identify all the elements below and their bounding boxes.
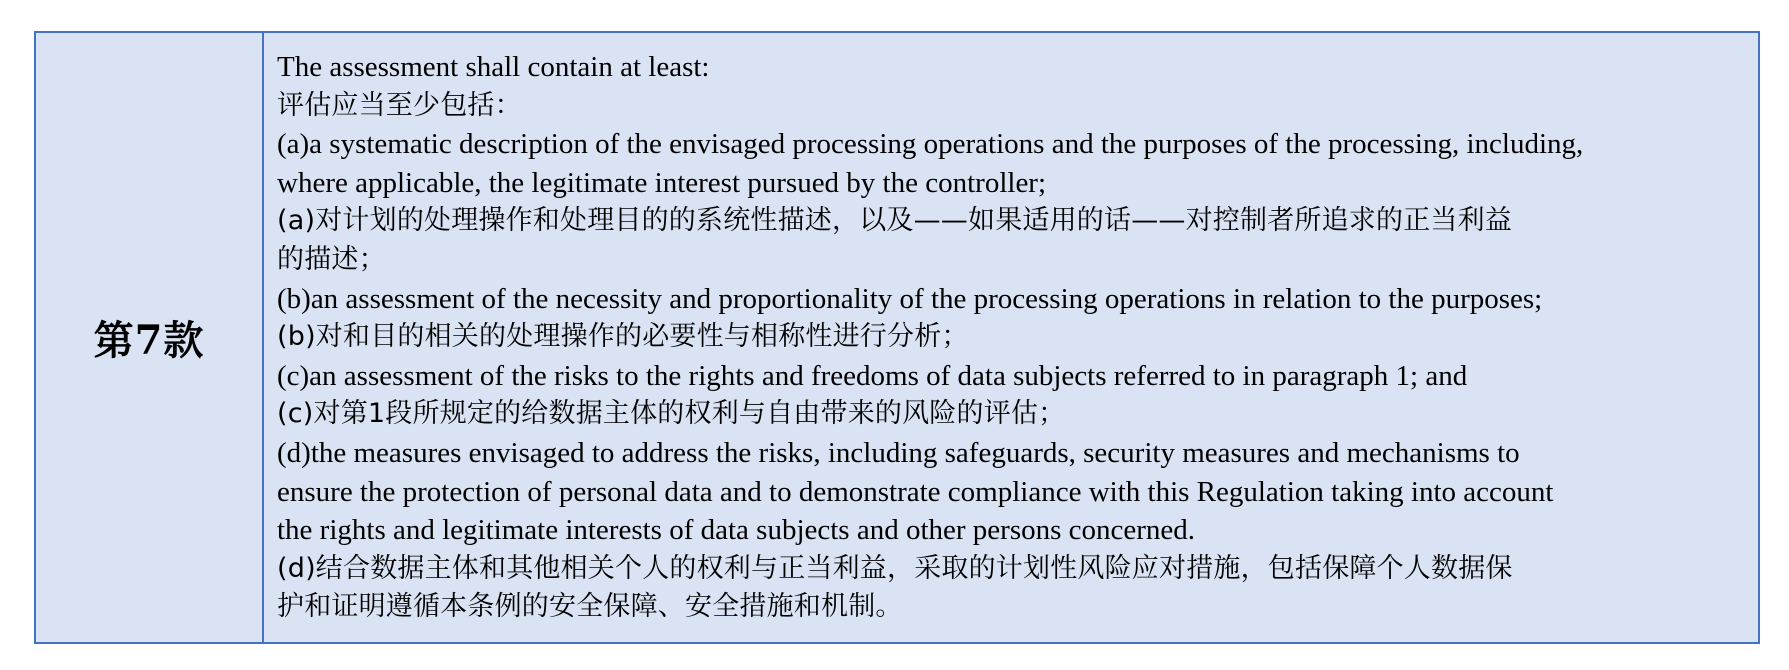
text-line-en: ensure the protection of personal data and to demonstrate compliance with this Regulation taking into account: [277, 475, 1554, 508]
text-line-zh: (d)结合数据主体和其他相关个人的权利与正当利益，采取的计划性风险应对措施，包括保障个人数据保: [277, 552, 1513, 584]
text-line-en: the rights and legitimate interests of data subjects and other persons concerned.: [277, 514, 1196, 547]
text-line-zh: (b)对和目的相关的处理操作的必要性与相称性进行分析；: [277, 321, 969, 353]
paragraph-content-cell: [264, 33, 1758, 642]
paragraph-label-cell: [36, 33, 264, 642]
article-table: [34, 31, 1760, 644]
text-line-zh: (a)对计划的处理操作和处理目的的系统性描述，以及——如果适用的话——对控制者所追求的正当利益: [277, 205, 1513, 237]
text-line-en: (c)an assessment of the risks to the rights and freedoms of data subjects referred to in paragraph 1; and: [277, 359, 1468, 392]
text-line-zh: 评估应当至少包括：: [277, 89, 522, 121]
text-line-en: The assessment shall contain at least:: [277, 51, 710, 83]
text-line-en: (b)an assessment of the necessity and proportionality of the processing operations in relation to the purposes;: [277, 282, 1543, 315]
paragraph-label: 第7款: [93, 317, 205, 364]
text-line-zh: 护和证明遵循本条例的安全保障、安全措施和机制。: [277, 591, 903, 623]
text-line-zh: (c)对第1段所规定的给数据主体的权利与自由带来的风险的评估；: [277, 398, 1066, 430]
text-line-en: (d)the measures envisaged to address the risks, including safeguards, security measures and mechanisms to: [277, 436, 1520, 469]
text-line-en: (a)a systematic description of the envisaged processing operations and the purposes of the processing, including,: [277, 128, 1584, 161]
text-line-en: where applicable, the legitimate interest pursued by the controller;: [277, 166, 1047, 199]
text-line-zh: 的描述；: [277, 243, 386, 275]
